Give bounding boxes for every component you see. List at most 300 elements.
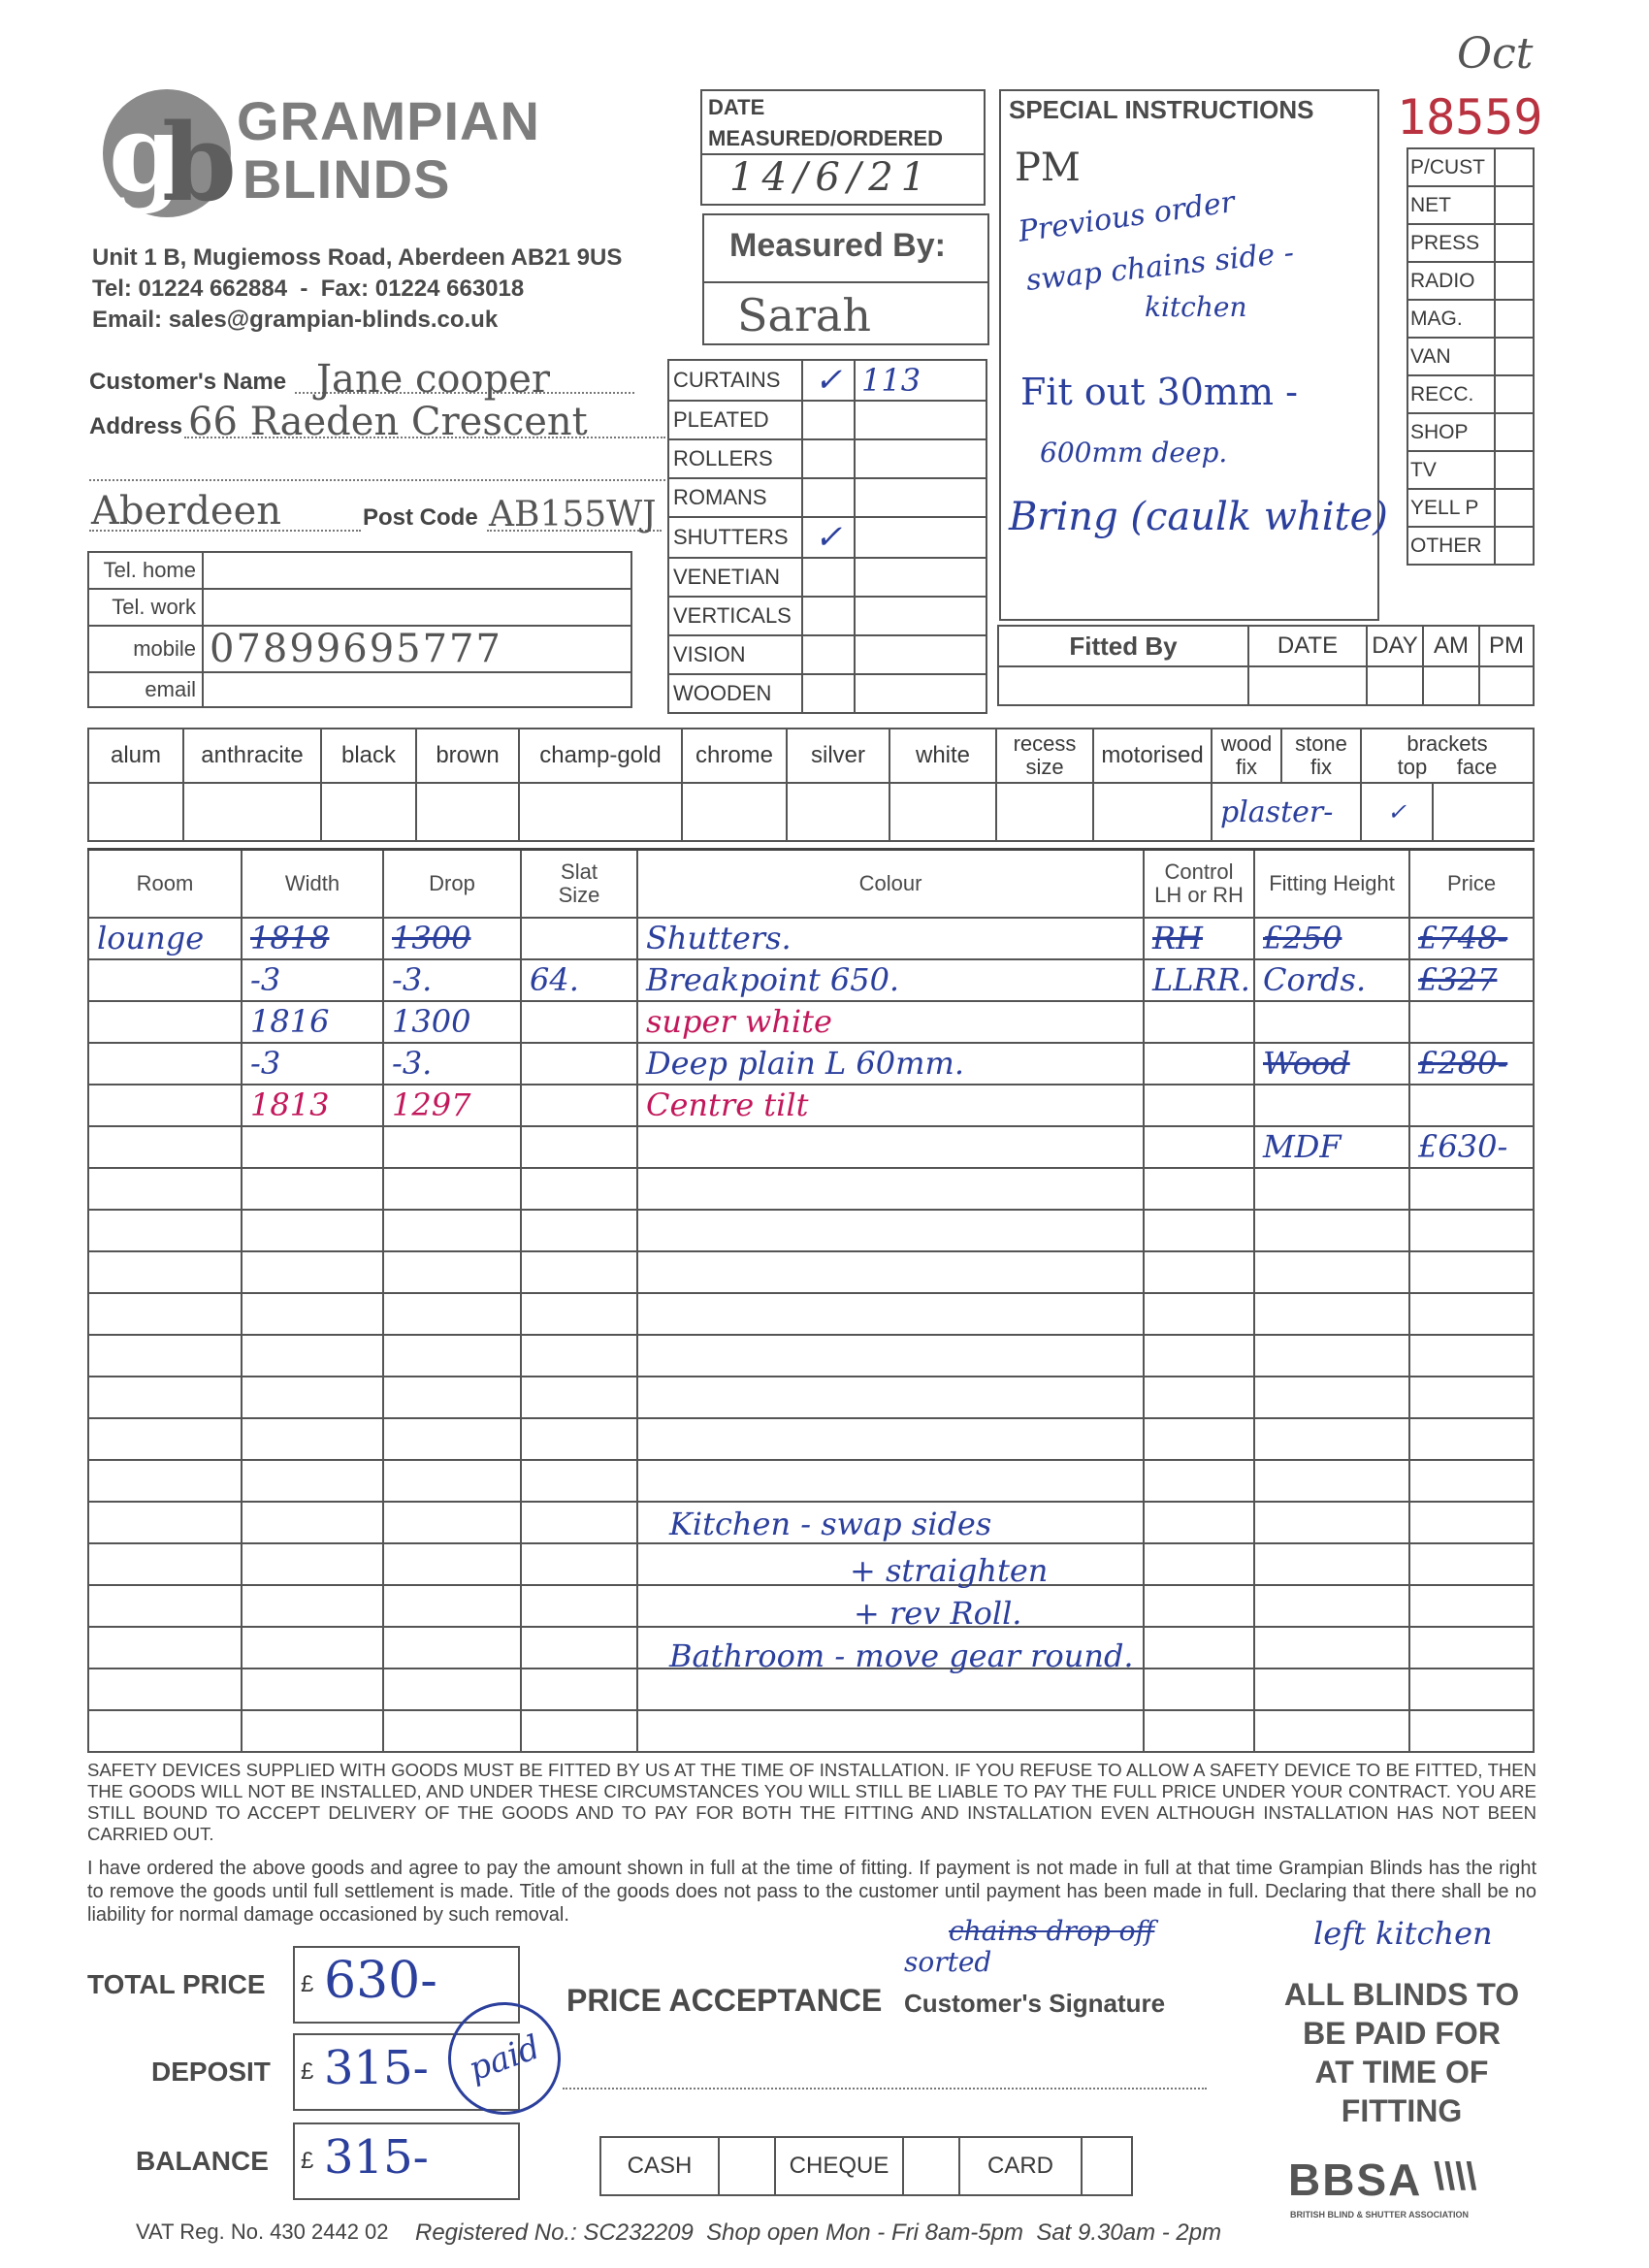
card-box[interactable]	[1082, 2137, 1132, 2195]
cell-price[interactable]	[1409, 1710, 1534, 1752]
source-row	[1407, 527, 1534, 565]
cell-room[interactable]: lounge	[88, 918, 242, 959]
cell-slat[interactable]	[521, 1335, 637, 1377]
special-line-2[interactable]: Previous order	[1016, 184, 1238, 249]
cell-price[interactable]	[1409, 1001, 1534, 1043]
source-box[interactable]	[1495, 451, 1534, 489]
product-row	[668, 558, 986, 597]
cell-drop[interactable]	[383, 1210, 521, 1251]
cell-fitting[interactable]	[1254, 1335, 1409, 1377]
cell-price[interactable]	[1409, 1251, 1534, 1293]
cell-slat[interactable]	[521, 1043, 637, 1085]
cell-control[interactable]	[1144, 1126, 1254, 1168]
special-instructions-title: SPECIAL INSTRUCTIONS	[1009, 95, 1314, 124]
col-control-1: Control	[1164, 859, 1234, 884]
product-label: ROMANS	[668, 478, 802, 517]
cell-fitting[interactable]: Wood	[1254, 1043, 1409, 1085]
source-label: P/CUST	[1407, 148, 1495, 186]
cell-slat[interactable]	[521, 1168, 637, 1210]
source-box[interactable]	[1495, 338, 1534, 375]
cell-fitting[interactable]	[1254, 1210, 1409, 1251]
opt-champ-gold-field[interactable]	[519, 783, 682, 841]
opt-stone-fix	[1281, 729, 1361, 783]
cell-width[interactable]	[242, 1502, 383, 1543]
fitted-date-label: DATE	[1248, 626, 1367, 666]
cell-room[interactable]	[88, 1001, 242, 1043]
cell-control[interactable]	[1144, 1085, 1254, 1126]
opt-face-field[interactable]	[1433, 783, 1534, 841]
fitted-date-field[interactable]	[1248, 666, 1367, 705]
source-row	[1407, 375, 1534, 413]
opt-top-field[interactable]: ✓	[1361, 783, 1433, 841]
source-row	[1407, 148, 1534, 186]
cell-drop[interactable]	[383, 1335, 521, 1377]
postcode-value[interactable]: AB155WJ	[489, 495, 657, 535]
cell-control[interactable]	[1144, 1418, 1254, 1460]
cell-room[interactable]	[88, 1126, 242, 1168]
cell-colour[interactable]	[637, 1335, 1144, 1377]
product-tick[interactable]	[802, 674, 855, 713]
cell-drop[interactable]	[383, 1460, 521, 1502]
cell-colour[interactable]: Breakpoint 650.	[637, 959, 1144, 1001]
cell-control[interactable]	[1144, 1335, 1254, 1377]
customer-name-value[interactable]: Jane cooper	[316, 357, 550, 402]
cell-drop[interactable]	[383, 1669, 521, 1710]
options-table	[87, 728, 1535, 842]
cell-room[interactable]	[88, 1043, 242, 1085]
cell-slat[interactable]	[521, 1126, 637, 1168]
cell-colour[interactable]	[637, 1126, 1144, 1168]
cell-room[interactable]	[88, 1168, 242, 1210]
product-note[interactable]	[855, 558, 986, 597]
cell-colour[interactable]	[637, 1377, 1144, 1418]
product-tick[interactable]	[802, 558, 855, 597]
company-phone: Tel: 01224 662884 - Fax: 01224 663018	[92, 275, 525, 302]
cell-room[interactable]	[88, 1627, 242, 1669]
source-box[interactable]	[1495, 300, 1534, 338]
cell-drop[interactable]	[383, 1126, 521, 1168]
opt-recess-1: recess	[1013, 731, 1077, 756]
email-field[interactable]	[203, 672, 631, 707]
cell-price[interactable]	[1409, 1543, 1534, 1585]
fitted-day-field[interactable]	[1367, 666, 1423, 705]
cell-fitting[interactable]: £250	[1254, 918, 1409, 959]
cell-room[interactable]	[88, 1669, 242, 1710]
cell-colour[interactable]	[637, 1418, 1144, 1460]
product-row	[668, 635, 986, 674]
cell-width[interactable]: -3	[242, 959, 383, 1001]
special-line-1[interactable]: PM	[1015, 146, 1081, 190]
cell-control[interactable]	[1144, 1543, 1254, 1585]
cell-drop[interactable]	[383, 1251, 521, 1293]
col-room: Room	[88, 850, 242, 918]
cell-price[interactable]	[1409, 1293, 1534, 1335]
cell-drop[interactable]	[383, 1627, 521, 1669]
opt-brackets-label: brackets	[1406, 731, 1488, 756]
date-value[interactable]: 14/6/21	[729, 155, 934, 200]
cell-price[interactable]: £630-	[1409, 1126, 1534, 1168]
cell-control[interactable]	[1144, 1627, 1254, 1669]
col-drop: Drop	[383, 850, 521, 918]
col-control-2: LH or RH	[1154, 882, 1244, 907]
cell-slat[interactable]	[521, 918, 637, 959]
cell-control[interactable]	[1144, 1210, 1254, 1251]
cell-fitting[interactable]	[1254, 1669, 1409, 1710]
cell-control[interactable]	[1144, 1377, 1254, 1418]
cell-drop[interactable]	[383, 1543, 521, 1585]
cell-width[interactable]	[242, 1710, 383, 1752]
cell-price[interactable]	[1409, 1210, 1534, 1251]
cell-drop[interactable]: 1300	[383, 918, 521, 959]
cell-fitting[interactable]	[1254, 1418, 1409, 1460]
source-row	[1407, 413, 1534, 451]
cell-control[interactable]	[1144, 1001, 1254, 1043]
cell-drop[interactable]: -3.	[383, 959, 521, 1001]
cell-fitting[interactable]: MDF	[1254, 1126, 1409, 1168]
table-note-2[interactable]: + straighten	[850, 1552, 1049, 1589]
cell-colour[interactable]: Shutters.	[637, 918, 1144, 959]
table-row	[88, 959, 1534, 1001]
cell-colour[interactable]	[637, 1293, 1144, 1335]
cell-drop[interactable]	[383, 1585, 521, 1627]
table-row	[88, 1418, 1534, 1460]
product-note[interactable]	[855, 439, 986, 478]
product-note[interactable]	[855, 635, 986, 674]
opt-face: face	[1456, 755, 1498, 779]
cell-slat[interactable]	[521, 1460, 637, 1502]
balance-currency: £	[301, 2148, 314, 2174]
notice-line-4: FITTING	[1341, 2093, 1463, 2128]
cell-control[interactable]	[1144, 1669, 1254, 1710]
cell-control[interactable]	[1144, 1710, 1254, 1752]
cell-slat[interactable]	[521, 1085, 637, 1126]
source-row	[1407, 262, 1534, 300]
address-value[interactable]: 66 Raeden Crescent	[188, 400, 588, 444]
svg-text:b: b	[162, 100, 237, 221]
cell-fitting[interactable]	[1254, 1377, 1409, 1418]
product-tick[interactable]	[802, 478, 855, 517]
opt-motorised-field[interactable]	[1093, 783, 1212, 841]
product-note[interactable]	[855, 478, 986, 517]
balance-label: BALANCE	[136, 2146, 269, 2176]
signature-line[interactable]	[563, 2088, 1207, 2090]
cell-drop[interactable]	[383, 1502, 521, 1543]
opt-champ-gold: champ-gold	[519, 729, 682, 783]
paid-stamp: paid	[433, 1987, 577, 2131]
cell-price[interactable]	[1409, 1085, 1534, 1126]
table-row	[88, 1377, 1534, 1418]
product-tick[interactable]	[802, 439, 855, 478]
cell-price[interactable]	[1409, 1418, 1534, 1460]
product-note[interactable]	[855, 517, 986, 558]
cell-colour[interactable]	[637, 1460, 1144, 1502]
col-slat-2: Size	[558, 882, 600, 907]
tel-work-field[interactable]	[203, 589, 631, 626]
opt-brown-field[interactable]	[416, 783, 519, 841]
cell-slat[interactable]	[521, 1627, 637, 1669]
source-label: VAN	[1407, 338, 1495, 375]
cell-control[interactable]	[1144, 1585, 1254, 1627]
cell-room[interactable]	[88, 1251, 242, 1293]
cell-width[interactable]	[242, 1335, 383, 1377]
cell-fitting[interactable]	[1254, 1293, 1409, 1335]
special-line-7[interactable]: Bring (caulk white)	[1009, 495, 1388, 539]
cell-fitting[interactable]	[1254, 1627, 1409, 1669]
product-tick[interactable]	[802, 401, 855, 439]
cell-room[interactable]	[88, 959, 242, 1001]
table-row	[88, 1293, 1534, 1335]
product-note[interactable]	[855, 597, 986, 635]
special-line-3[interactable]: swap chains side -	[1024, 236, 1296, 298]
table-row	[88, 1585, 1534, 1627]
product-row	[668, 360, 986, 401]
cell-control[interactable]	[1144, 1502, 1254, 1543]
table-note-4[interactable]: Bathroom - move gear round.	[669, 1637, 1134, 1674]
cell-fitting[interactable]	[1254, 1543, 1409, 1585]
table-row	[88, 918, 1534, 959]
opt-alum: alum	[88, 729, 183, 783]
cell-room[interactable]	[88, 1418, 242, 1460]
cell-drop[interactable]	[383, 1710, 521, 1752]
source-label: NET	[1407, 186, 1495, 224]
cell-width[interactable]: 1818	[242, 918, 383, 959]
cheque-box[interactable]	[903, 2137, 959, 2195]
cell-drop[interactable]: 1300	[383, 1001, 521, 1043]
opt-alum-field[interactable]	[88, 783, 183, 841]
cell-room[interactable]	[88, 1085, 242, 1126]
cell-drop[interactable]	[383, 1168, 521, 1210]
cell-slat[interactable]	[521, 1293, 637, 1335]
cell-drop[interactable]	[383, 1293, 521, 1335]
address-line2[interactable]: Aberdeen	[91, 489, 281, 534]
cell-room[interactable]	[88, 1543, 242, 1585]
fitted-by-field[interactable]	[998, 666, 1248, 705]
fitted-pm-field[interactable]	[1479, 666, 1534, 705]
cell-width[interactable]: 1816	[242, 1001, 383, 1043]
cell-control[interactable]	[1144, 1460, 1254, 1502]
opt-white-field[interactable]	[889, 783, 996, 841]
svg-text:g: g	[109, 90, 183, 215]
opt-silver-field[interactable]	[787, 783, 889, 841]
product-tick[interactable]: ✓	[802, 517, 855, 558]
product-row	[668, 597, 986, 635]
cell-price[interactable]: £280-	[1409, 1043, 1534, 1085]
note-left-kitchen[interactable]: left kitchen	[1313, 1915, 1493, 1952]
cell-fitting[interactable]	[1254, 1460, 1409, 1502]
opt-black: black	[321, 729, 416, 783]
cell-price[interactable]	[1409, 1377, 1534, 1418]
opt-recess-field[interactable]	[996, 783, 1093, 841]
company-email: Email: sales@grampian-blinds.co.uk	[92, 307, 499, 333]
cell-drop[interactable]	[383, 1418, 521, 1460]
cell-fitting[interactable]	[1254, 1085, 1409, 1126]
cell-slat[interactable]	[521, 1710, 637, 1752]
cell-colour[interactable]	[637, 1210, 1144, 1251]
source-label: YELL P	[1407, 489, 1495, 527]
cell-slat[interactable]	[521, 1210, 637, 1251]
cell-slat[interactable]	[521, 1502, 637, 1543]
cell-price[interactable]	[1409, 1335, 1534, 1377]
source-row	[1407, 224, 1534, 262]
cell-fitting[interactable]	[1254, 1251, 1409, 1293]
cell-width[interactable]	[242, 1293, 383, 1335]
special-line-5[interactable]: Fit out 30mm -	[1020, 371, 1298, 413]
opt-chrome-field[interactable]	[682, 783, 787, 841]
source-box[interactable]	[1495, 148, 1534, 186]
cell-control[interactable]	[1144, 1043, 1254, 1085]
cell-width[interactable]	[242, 1585, 383, 1627]
cell-colour[interactable]	[637, 1710, 1144, 1752]
product-row	[668, 674, 986, 713]
table-row	[88, 1043, 1534, 1085]
cell-price[interactable]	[1409, 1460, 1534, 1502]
source-label: MAG.	[1407, 300, 1495, 338]
cell-room[interactable]	[88, 1710, 242, 1752]
fitted-by-label: Fitted By	[998, 626, 1248, 666]
special-line-4[interactable]: kitchen	[1145, 291, 1247, 323]
cell-width[interactable]	[242, 1669, 383, 1710]
cell-fitting[interactable]	[1254, 1710, 1409, 1752]
table-row	[88, 1168, 1534, 1210]
cell-room[interactable]	[88, 1377, 242, 1418]
table-row	[88, 1126, 1534, 1168]
table-row	[88, 1001, 1534, 1043]
cell-slat[interactable]	[521, 1585, 637, 1627]
product-label: VERTICALS	[668, 597, 802, 635]
product-tick[interactable]	[802, 635, 855, 674]
cell-width[interactable]	[242, 1251, 383, 1293]
customer-name-label: Customer's Name	[89, 369, 287, 395]
cell-slat[interactable]	[521, 1418, 637, 1460]
tel-work-label: Tel. work	[88, 589, 203, 626]
opt-brown: brown	[416, 729, 519, 783]
source-box[interactable]	[1495, 375, 1534, 413]
cell-slat[interactable]	[521, 1001, 637, 1043]
source-box[interactable]	[1495, 262, 1534, 300]
opt-white: white	[889, 729, 996, 783]
note-sorted[interactable]: sorted	[904, 1946, 992, 1978]
table-row	[88, 1335, 1534, 1377]
measured-by-value[interactable]: Sarah	[737, 289, 871, 341]
cell-price[interactable]	[1409, 1627, 1534, 1669]
table-row	[88, 1543, 1534, 1585]
cell-width[interactable]	[242, 1627, 383, 1669]
cell-room[interactable]	[88, 1585, 242, 1627]
cell-width[interactable]	[242, 1543, 383, 1585]
cell-room[interactable]	[88, 1502, 242, 1543]
cell-control[interactable]: RH	[1144, 918, 1254, 959]
product-note[interactable]: 113	[855, 360, 986, 401]
product-note[interactable]	[855, 674, 986, 713]
cell-room[interactable]	[88, 1293, 242, 1335]
cell-colour[interactable]: Centre tilt	[637, 1085, 1144, 1126]
cell-drop[interactable]: -3.	[383, 1043, 521, 1085]
source-row	[1407, 186, 1534, 224]
cell-slat[interactable]	[521, 1543, 637, 1585]
cell-price[interactable]	[1409, 1502, 1534, 1543]
source-box[interactable]	[1495, 489, 1534, 527]
cell-fitting[interactable]	[1254, 1168, 1409, 1210]
cell-slat[interactable]	[521, 1669, 637, 1710]
cell-price[interactable]: £748-	[1409, 918, 1534, 959]
bbsa-sub: BRITISH BLIND & SHUTTER ASSOCIATION	[1290, 2210, 1469, 2219]
cell-slat[interactable]	[521, 1377, 637, 1418]
struck-note[interactable]: chains drop off	[949, 1915, 1155, 1947]
mobile-value[interactable]: 07899695777	[203, 626, 631, 672]
balance-value[interactable]: 315-	[324, 2130, 429, 2185]
cell-fitting[interactable]	[1254, 1585, 1409, 1627]
total-price-value[interactable]: 630-	[324, 1952, 437, 2010]
cell-control[interactable]	[1144, 1251, 1254, 1293]
tel-home-field[interactable]	[203, 552, 631, 589]
cell-room[interactable]	[88, 1460, 242, 1502]
source-box[interactable]	[1495, 527, 1534, 565]
cell-width[interactable]: 1813	[242, 1085, 383, 1126]
cell-control[interactable]	[1144, 1168, 1254, 1210]
cash-box[interactable]	[719, 2137, 775, 2195]
source-box[interactable]	[1495, 186, 1534, 224]
date-label-2: MEASURED/ORDERED	[708, 126, 944, 150]
table-note-3[interactable]: + rev Roll.	[854, 1595, 1022, 1632]
fitted-am-field[interactable]	[1423, 666, 1479, 705]
cell-fitting[interactable]: Cords.	[1254, 959, 1409, 1001]
opt-black-field[interactable]	[321, 783, 416, 841]
product-tick[interactable]	[802, 597, 855, 635]
cell-colour[interactable]	[637, 1168, 1144, 1210]
cell-width[interactable]	[242, 1126, 383, 1168]
cell-fitting[interactable]	[1254, 1502, 1409, 1543]
notice-line-3: AT TIME OF	[1314, 2055, 1489, 2090]
cell-control[interactable]	[1144, 1293, 1254, 1335]
cell-drop[interactable]	[383, 1377, 521, 1418]
special-line-6[interactable]: 600mm deep.	[1040, 437, 1228, 469]
cell-room[interactable]	[88, 1210, 242, 1251]
cell-width[interactable]	[242, 1168, 383, 1210]
cell-width[interactable]	[242, 1377, 383, 1418]
cell-price[interactable]	[1409, 1585, 1534, 1627]
cell-width[interactable]	[242, 1210, 383, 1251]
cell-slat[interactable]: 64.	[521, 959, 637, 1001]
tel-home-label: Tel. home	[88, 552, 203, 589]
cell-drop[interactable]: 1297	[383, 1085, 521, 1126]
product-note[interactable]	[855, 401, 986, 439]
product-row	[668, 517, 986, 558]
cheque-label: CHEQUE	[775, 2137, 903, 2195]
cell-colour[interactable]: Deep plain L 60mm.	[637, 1043, 1144, 1085]
source-box[interactable]	[1495, 224, 1534, 262]
cell-price[interactable]: £327	[1409, 959, 1534, 1001]
cell-price[interactable]	[1409, 1168, 1534, 1210]
bbsa-logo: BBSA	[1288, 2155, 1423, 2205]
cell-price[interactable]	[1409, 1669, 1534, 1710]
cell-fitting[interactable]	[1254, 1001, 1409, 1043]
product-tick[interactable]: ✓	[802, 360, 855, 401]
cell-room[interactable]	[88, 1335, 242, 1377]
cell-width[interactable]	[242, 1418, 383, 1460]
cell-control[interactable]: LLRR.	[1144, 959, 1254, 1001]
cash-label: CASH	[600, 2137, 719, 2195]
cell-slat[interactable]	[521, 1251, 637, 1293]
cell-width[interactable]	[242, 1460, 383, 1502]
cell-colour[interactable]: super white	[637, 1001, 1144, 1043]
opt-stone-value[interactable]: plaster-	[1212, 783, 1361, 841]
opt-anthracite-field[interactable]	[183, 783, 321, 841]
source-box[interactable]	[1495, 413, 1534, 451]
deposit-value[interactable]: 315-	[324, 2041, 429, 2095]
table-note-1[interactable]: Kitchen - swap sides	[669, 1506, 992, 1542]
cell-colour[interactable]	[637, 1251, 1144, 1293]
cell-width[interactable]: -3	[242, 1043, 383, 1085]
